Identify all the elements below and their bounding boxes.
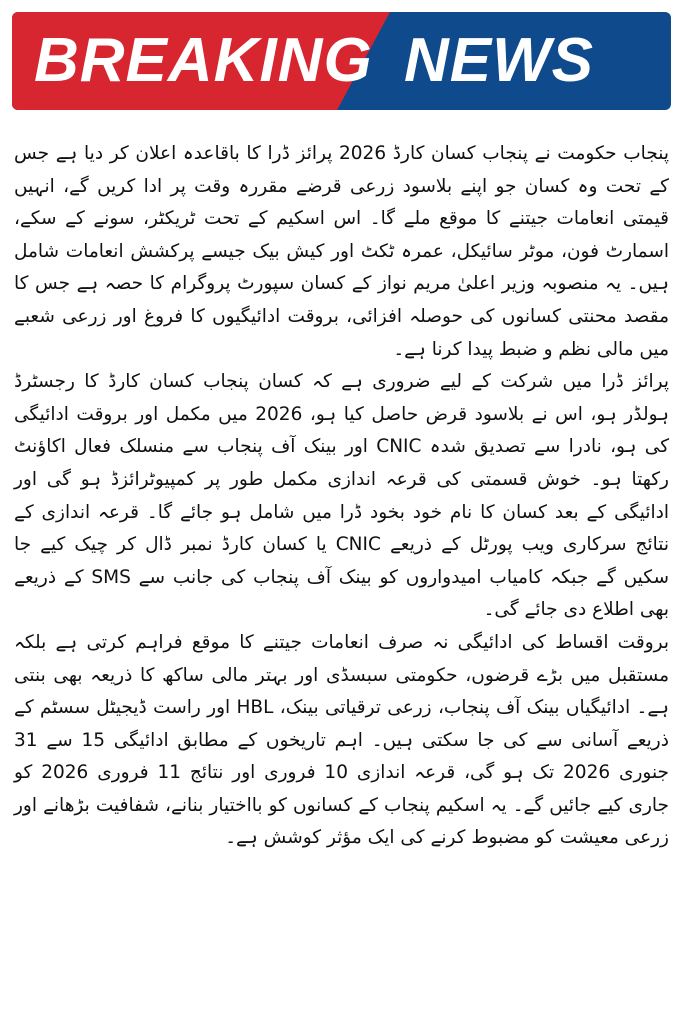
article-body xyxy=(14,138,669,855)
article-paragraph-2: پرائز ڈرا میں شرکت کے لیے ضروری ہے کہ کسان پنجاب کسان کارڈ کا رجسٹرڈ ہولڈر ہو، اس نے بلاسود قرض حاصل کیا ہو، 2026 میں مکمل اور بروقت ادائیگی کی ہو، نادرا سے تصدیق شدہ CNIC اور بینک آف پنجاب سے منسلک فعال اکاؤنٹ رکھتا ہو۔ خوش قسمتی کی قرعہ اندازی مکمل طور پر کمپیوٹرائزڈ ہو گی اور ادائیگی کے بعد کسان کا نام خود بخود ڈرا میں شامل ہو جائے گا۔ قرعہ اندازی کے نتائج سرکاری ویب پورٹل کے ذریعے CNIC یا کسان کارڈ نمبر ڈال کر چیک کیے جا سکیں گے جبکہ کامیاب امیدواروں کو بینک آف پنجاب کی جانب سے SMS کے ذریعے بھی اطلاع دی جائے گی۔ xyxy=(14,371,669,621)
article-paragraph-3: بروقت اقساط کی ادائیگی نہ صرف انعامات جیتنے کا موقع فراہم کرتی ہے بلکہ مستقبل میں بڑے قرضوں، حکومتی سبسڈی اور بہتر مالی ساکھ کا ذریعہ بھی بنتی ہے۔ ادائیگیاں بینک آف پنجاب، زرعی ترقیاتی بینک، HBL اور راست ڈیجیٹل سسٹم کے ذریعے آسانی سے کی جا سکتی ہیں۔ اہم تاریخوں کے مطابق ادائیگی 15 سے 31 جنوری 2026 تک ہو گی، قرعہ اندازی 10 فروری اور نتائج 11 فروری 2026 کو جاری کیے جائیں گے۔ یہ اسکیم پنجاب کے کسانوں کو بااختیار بنانے، شفافیت بڑھانے اور زرعی معیشت کو مضبوط کرنے کی ایک مؤثر کوشش ہے۔ xyxy=(14,631,669,849)
banner-breaking-text: BREAKING xyxy=(34,26,373,95)
article-paragraph-1: پنجاب حکومت نے پنجاب کسان کارڈ 2026 پرائز ڈرا کا باقاعدہ اعلان کر دیا ہے جس کے تحت وہ کسان جو اپنے بلاسود زرعی قرضے مقررہ وقت پر ادا کریں گے، انہیں قیمتی انعامات جیتنے کا موقع ملے گا۔ اس اسکیم کے تحت ٹریکٹر، سونے کے سکے، اسمارٹ فون، موٹر سائیکل، عمرہ ٹکٹ اور کیش بیک جیسے پرکشش انعامات شامل ہیں۔ یہ منصوبہ وزیر اعلیٰ مریم نواز کے کسان سپورٹ پروگرام کا حصہ ہے جس کا مقصد محنتی کسانوں کی حوصلہ افزائی، بروقت ادائیگیوں کا فروغ اور زرعی شعبے میں مالی نظم و ضبط پیدا کرنا ہے۔ xyxy=(14,143,669,360)
banner-news-text: NEWS xyxy=(404,26,594,95)
breaking-news-banner xyxy=(12,12,671,110)
